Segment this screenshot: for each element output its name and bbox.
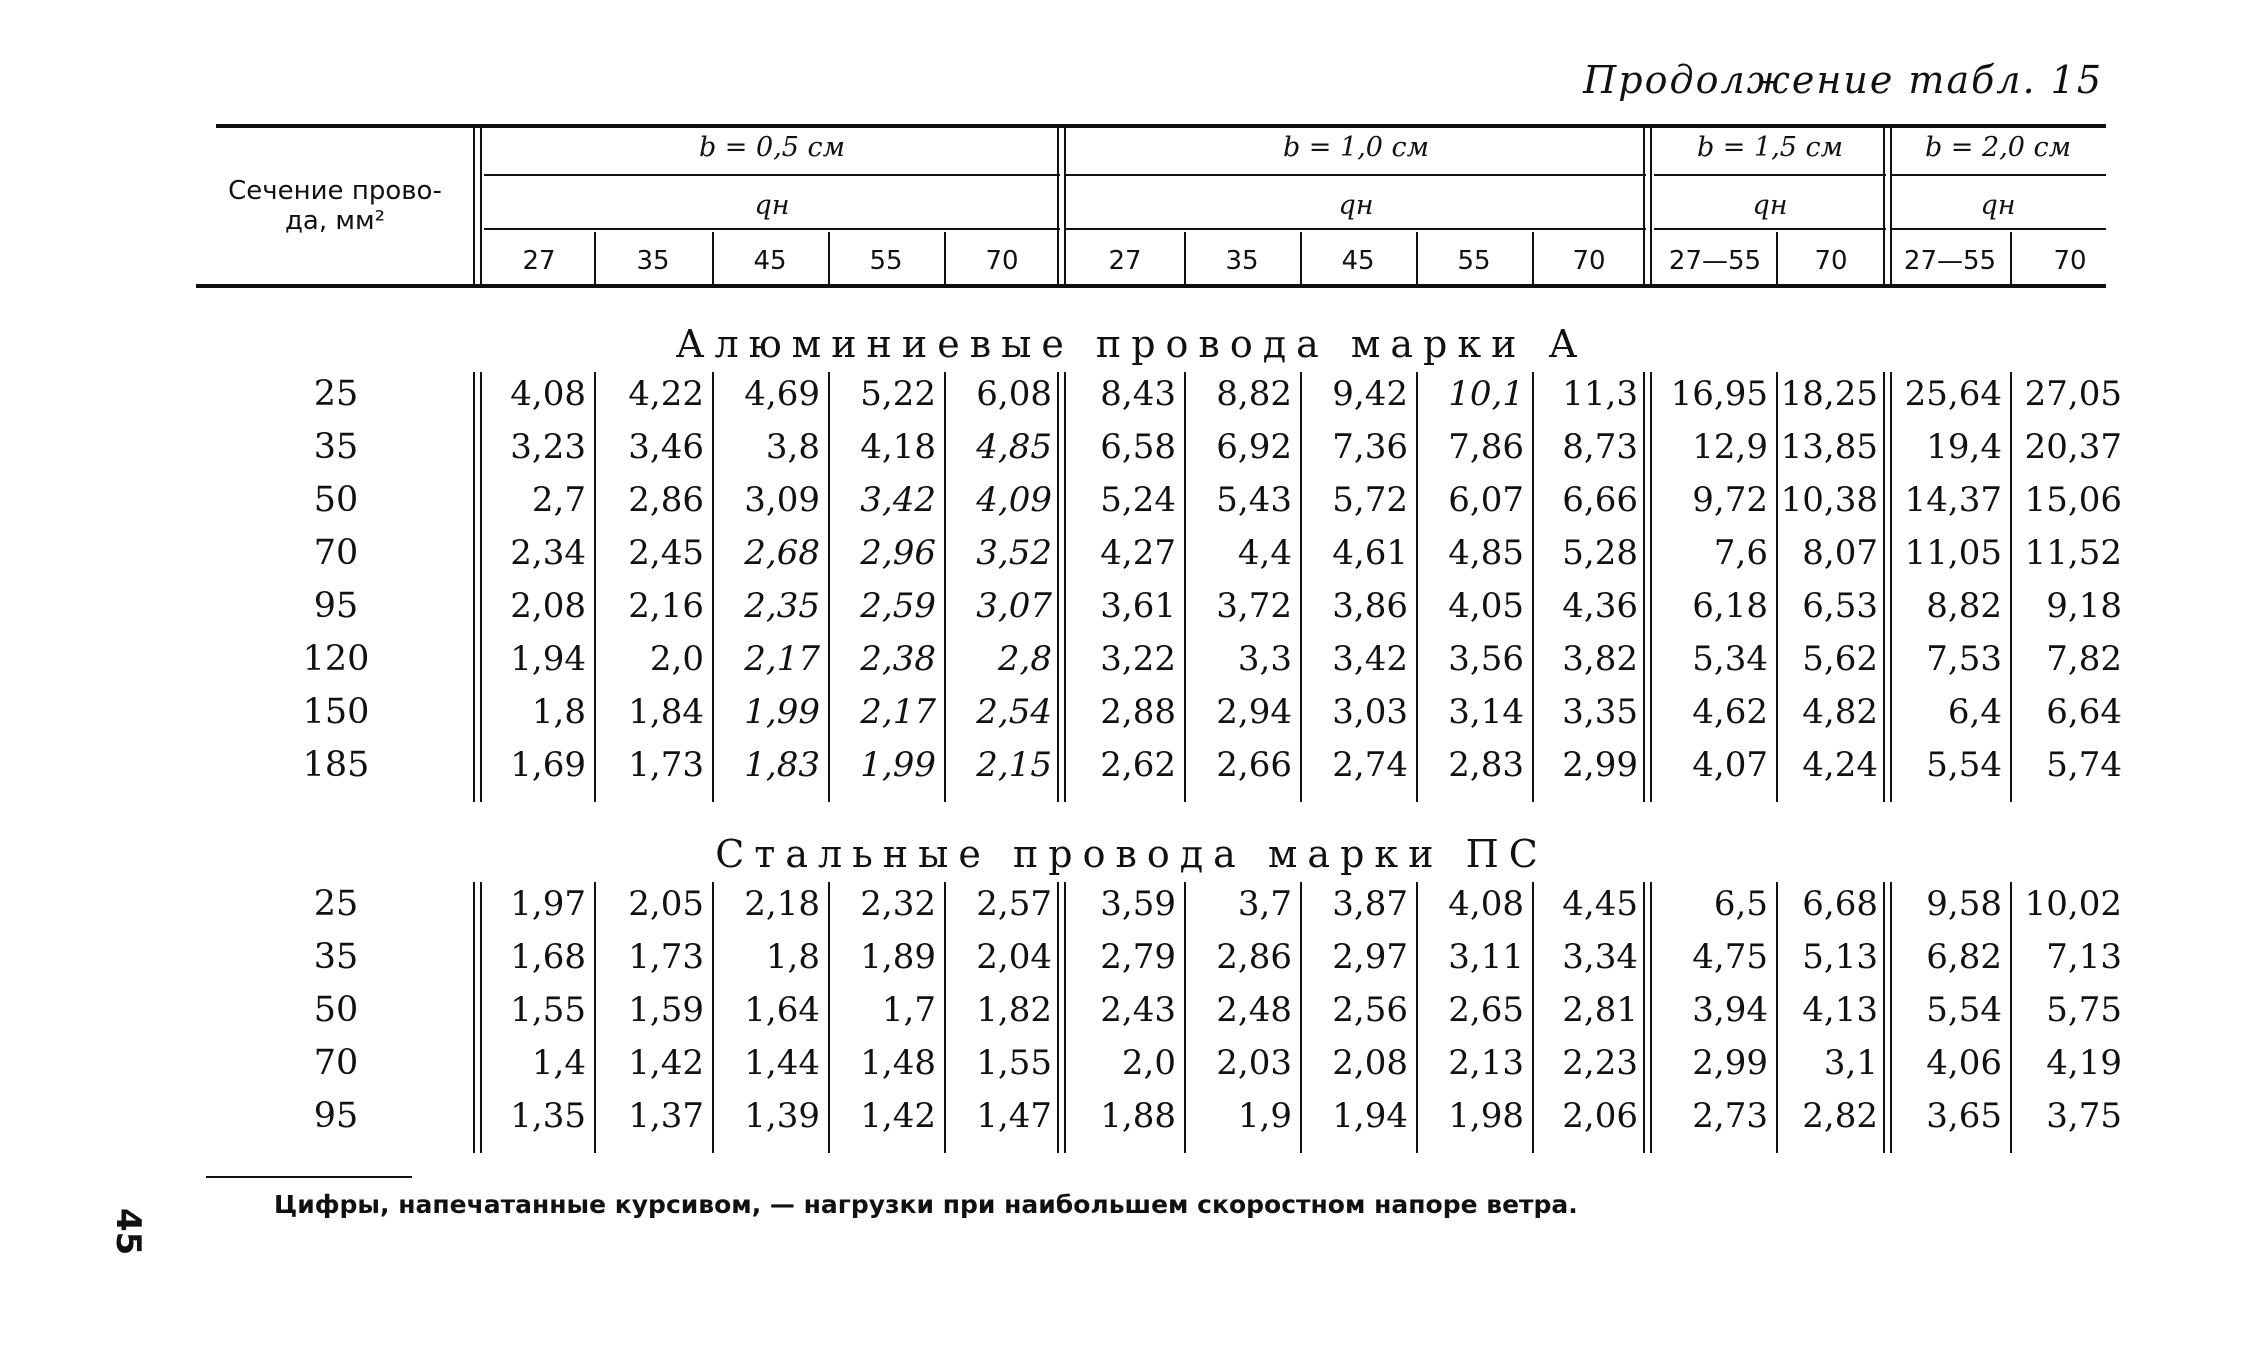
table-cell: 3,35 xyxy=(1562,692,1638,732)
table-cell: 6,5 xyxy=(1713,884,1768,924)
table-cell: 15,06 xyxy=(2024,480,2122,520)
column-header: 70 xyxy=(1814,246,1848,276)
column-header: 55 xyxy=(869,246,903,276)
body-double-rule xyxy=(1057,882,1059,1153)
table-cell: 1,69 xyxy=(510,745,586,785)
table-cell: 5,43 xyxy=(1216,480,1292,520)
column-header: 70 xyxy=(2053,246,2087,276)
row-header: Сечение прово-да, мм² xyxy=(228,176,442,236)
table-cell: 3,86 xyxy=(1332,586,1408,626)
table-cell: 2,62 xyxy=(1100,745,1176,785)
table-cell: 1,99 xyxy=(744,692,820,732)
table-cell: 8,07 xyxy=(1802,533,1878,573)
table-cell: 4,06 xyxy=(1926,1043,2002,1083)
column-header: 70 xyxy=(1572,246,1606,276)
group-label: b = 2,0 см xyxy=(1924,132,2072,163)
table-cell: 6,18 xyxy=(1692,586,1768,626)
table-cell: 2,0 xyxy=(649,639,704,679)
table-cell: 6,82 xyxy=(1926,937,2002,977)
body-double-rule xyxy=(1650,372,1652,802)
table-cell: 4,27 xyxy=(1100,533,1176,573)
table-cell: 5,72 xyxy=(1332,480,1408,520)
column-header: 35 xyxy=(636,246,670,276)
header-column-rule xyxy=(1532,232,1534,284)
header-double-rule xyxy=(480,128,482,284)
table-cell: 1,8 xyxy=(531,692,586,732)
header-double-rule xyxy=(1057,128,1059,284)
table-cell: 2,13 xyxy=(1448,1043,1524,1083)
table-cell: 4,22 xyxy=(628,374,704,414)
table-cell: 6,66 xyxy=(1562,480,1638,520)
table-cell: 2,17 xyxy=(860,692,936,732)
group-rule-2 xyxy=(1890,228,2106,230)
table-cell: 1,73 xyxy=(628,745,704,785)
header-bottom-rule xyxy=(196,284,2106,288)
table-cell: 1,84 xyxy=(628,692,704,732)
footnote-rule xyxy=(206,1176,412,1178)
column-header: 27 xyxy=(1108,246,1142,276)
column-header: 27 xyxy=(522,246,556,276)
table-cell: 2,88 xyxy=(1100,692,1176,732)
table-cell: 3,46 xyxy=(628,427,704,467)
table-cell: 3,94 xyxy=(1692,990,1768,1030)
table-cell: 1,37 xyxy=(628,1096,704,1136)
header-column-rule xyxy=(1416,232,1418,284)
table-cell: 2,06 xyxy=(1562,1096,1638,1136)
table-cell: 1,44 xyxy=(744,1043,820,1083)
header-double-rule xyxy=(1883,128,1885,284)
group-rule xyxy=(1890,174,2106,176)
table-cell: 7,13 xyxy=(2046,937,2122,977)
table-cell: 7,86 xyxy=(1448,427,1524,467)
table-cell: 2,35 xyxy=(744,586,820,626)
group-sub-label: qн xyxy=(1338,190,1374,221)
table-cell: 13,85 xyxy=(1780,427,1878,467)
table-cell: 11,05 xyxy=(1904,533,2002,573)
table-cell: 2,81 xyxy=(1562,990,1638,1030)
table-cell: 3,03 xyxy=(1332,692,1408,732)
column-header: 45 xyxy=(753,246,787,276)
table-cell: 2,16 xyxy=(628,586,704,626)
table-cell: 2,04 xyxy=(976,937,1052,977)
group-label: b = 1,0 см xyxy=(1282,132,1430,163)
table-cell: 3,42 xyxy=(1332,639,1408,679)
table-cell: 14,37 xyxy=(1904,480,2002,520)
column-header: 27—55 xyxy=(1903,246,1997,276)
table-cell: 4,82 xyxy=(1802,692,1878,732)
table-cell: 1,48 xyxy=(860,1043,936,1083)
table-cell: 4,09 xyxy=(976,480,1052,520)
table-cell: 2,96 xyxy=(860,533,936,573)
table-cell: 2,73 xyxy=(1692,1096,1768,1136)
table-cell: 2,66 xyxy=(1216,745,1292,785)
table-cell: 2,17 xyxy=(744,639,820,679)
table-cell: 5,54 xyxy=(1926,745,2002,785)
section-title: Алюминиевые провода марки А xyxy=(675,322,1588,366)
group-rule-2 xyxy=(484,228,1060,230)
table-cell: 4,4 xyxy=(1237,533,1292,573)
table-cell: 6,07 xyxy=(1448,480,1524,520)
table-cell: 5,75 xyxy=(2046,990,2122,1030)
body-double-rule xyxy=(1643,882,1645,1153)
table-cell: 3,87 xyxy=(1332,884,1408,924)
header-double-rule xyxy=(1643,128,1645,284)
table-cell: 1,99 xyxy=(860,745,936,785)
table-cell: 4,61 xyxy=(1332,533,1408,573)
table-cell: 7,53 xyxy=(1926,639,2002,679)
table-cell: 8,82 xyxy=(1216,374,1292,414)
table-cell: 2,97 xyxy=(1332,937,1408,977)
table-cell: 8,73 xyxy=(1562,427,1638,467)
table-cell: 2,38 xyxy=(860,639,936,679)
table-cell: 2,86 xyxy=(1216,937,1292,977)
table-cell: 2,86 xyxy=(628,480,704,520)
group-rule-2 xyxy=(1066,228,1646,230)
table-cell: 1,83 xyxy=(744,745,820,785)
table-cell: 4,08 xyxy=(510,374,586,414)
table-cell: 4,62 xyxy=(1692,692,1768,732)
table-cell: 1,68 xyxy=(510,937,586,977)
row-label: 70 xyxy=(313,533,359,573)
header-double-rule xyxy=(1064,128,1066,284)
header-double-rule xyxy=(1890,128,1892,284)
table-cell: 8,82 xyxy=(1926,586,2002,626)
table-cell: 2,05 xyxy=(628,884,704,924)
table-cell: 1,47 xyxy=(976,1096,1052,1136)
table-cell: 3,56 xyxy=(1448,639,1524,679)
group-sub-label: qн xyxy=(1752,190,1788,221)
table-cell: 10,1 xyxy=(1448,374,1524,414)
table-cell: 1,9 xyxy=(1237,1096,1292,1136)
table-cell: 2,57 xyxy=(976,884,1052,924)
table-cell: 9,18 xyxy=(2046,586,2122,626)
table-cell: 4,08 xyxy=(1448,884,1524,924)
table-cell: 4,07 xyxy=(1692,745,1768,785)
table-cell: 2,03 xyxy=(1216,1043,1292,1083)
group-rule xyxy=(1654,174,1886,176)
group-label: b = 0,5 см xyxy=(698,132,846,163)
header-column-rule xyxy=(1300,232,1302,284)
table-cell: 3,52 xyxy=(976,533,1052,573)
row-label: 95 xyxy=(313,1096,359,1136)
table-cell: 3,11 xyxy=(1448,937,1524,977)
table-cell: 7,6 xyxy=(1713,533,1768,573)
table-cell: 2,68 xyxy=(744,533,820,573)
table-cell: 5,22 xyxy=(860,374,936,414)
table-cell: 1,55 xyxy=(510,990,586,1030)
table-cell: 3,59 xyxy=(1100,884,1176,924)
row-label: 50 xyxy=(313,990,359,1030)
table-cell: 10,02 xyxy=(2024,884,2122,924)
table-cell: 10,38 xyxy=(1780,480,1878,520)
table-cell: 2,23 xyxy=(1562,1043,1638,1083)
table-cell: 3,14 xyxy=(1448,692,1524,732)
table-cell: 1,39 xyxy=(744,1096,820,1136)
table-cell: 2,18 xyxy=(744,884,820,924)
table-cell: 2,7 xyxy=(531,480,586,520)
table-cell: 1,98 xyxy=(1448,1096,1524,1136)
table-cell: 7,82 xyxy=(2046,639,2122,679)
row-label: 150 xyxy=(302,692,370,732)
table-cell: 1,94 xyxy=(510,639,586,679)
table-cell: 2,32 xyxy=(860,884,936,924)
table-cell: 3,23 xyxy=(510,427,586,467)
body-double-rule xyxy=(1643,372,1645,802)
body-double-rule xyxy=(480,882,482,1153)
table-cell: 1,97 xyxy=(510,884,586,924)
table-caption: Продолжение табл. 15 xyxy=(1583,58,2103,102)
table-cell: 9,58 xyxy=(1926,884,2002,924)
table-cell: 3,34 xyxy=(1562,937,1638,977)
row-label: 70 xyxy=(313,1043,359,1083)
table-cell: 2,54 xyxy=(976,692,1052,732)
table-cell: 5,13 xyxy=(1802,937,1878,977)
group-sub-label: qн xyxy=(754,190,790,221)
table-cell: 5,34 xyxy=(1692,639,1768,679)
table-cell: 1,8 xyxy=(765,937,820,977)
table-cell: 2,74 xyxy=(1332,745,1408,785)
header-column-rule xyxy=(594,232,596,284)
row-label: 50 xyxy=(313,480,359,520)
table-cell: 16,95 xyxy=(1670,374,1768,414)
table-cell: 4,69 xyxy=(744,374,820,414)
table-cell: 1,88 xyxy=(1100,1096,1176,1136)
table-cell: 4,75 xyxy=(1692,937,1768,977)
table-cell: 2,43 xyxy=(1100,990,1176,1030)
table-cell: 1,64 xyxy=(744,990,820,1030)
table-cell: 2,08 xyxy=(510,586,586,626)
table-cell: 2,8 xyxy=(997,639,1052,679)
group-label: b = 1,5 см xyxy=(1696,132,1844,163)
table-cell: 1,4 xyxy=(531,1043,586,1083)
table-cell: 25,64 xyxy=(1904,374,2002,414)
body-double-rule xyxy=(473,882,475,1153)
table-cell: 3,65 xyxy=(1926,1096,2002,1136)
header-column-rule xyxy=(944,232,946,284)
table-cell: 4,18 xyxy=(860,427,936,467)
row-label: 35 xyxy=(313,427,359,467)
table-cell: 5,62 xyxy=(1802,639,1878,679)
table-cell: 2,56 xyxy=(1332,990,1408,1030)
table-cell: 3,8 xyxy=(765,427,820,467)
header-double-rule xyxy=(473,128,475,284)
group-rule xyxy=(484,174,1060,176)
row-label: 120 xyxy=(302,639,370,679)
table-cell: 11,3 xyxy=(1562,374,1638,414)
table-cell: 4,45 xyxy=(1562,884,1638,924)
table-cell: 9,72 xyxy=(1692,480,1768,520)
table-cell: 2,94 xyxy=(1216,692,1292,732)
table-cell: 4,36 xyxy=(1562,586,1638,626)
table-cell: 2,79 xyxy=(1100,937,1176,977)
table-cell: 27,05 xyxy=(2024,374,2122,414)
table-cell: 4,19 xyxy=(2046,1043,2122,1083)
table-cell: 3,7 xyxy=(1237,884,1292,924)
table-cell: 1,59 xyxy=(628,990,704,1030)
row-label: 95 xyxy=(313,586,359,626)
row-label: 35 xyxy=(313,937,359,977)
body-double-rule xyxy=(480,372,482,802)
table-cell: 18,25 xyxy=(1780,374,1878,414)
table-cell: 4,05 xyxy=(1448,586,1524,626)
header-double-rule xyxy=(1650,128,1652,284)
table-cell: 2,48 xyxy=(1216,990,1292,1030)
table-cell: 4,85 xyxy=(1448,533,1524,573)
table-cell: 2,0 xyxy=(1121,1043,1176,1083)
table-cell: 2,59 xyxy=(860,586,936,626)
table-cell: 5,24 xyxy=(1100,480,1176,520)
page-number: 45 xyxy=(108,1208,148,1256)
table-cell: 1,73 xyxy=(628,937,704,977)
table-cell: 4,24 xyxy=(1802,745,1878,785)
header-top-rule xyxy=(216,124,2106,128)
column-header: 55 xyxy=(1457,246,1491,276)
table-cell: 1,89 xyxy=(860,937,936,977)
table-cell: 4,85 xyxy=(976,427,1052,467)
table-cell: 5,54 xyxy=(1926,990,2002,1030)
table-cell: 3,1 xyxy=(1823,1043,1878,1083)
table-cell: 19,4 xyxy=(1926,427,2002,467)
table-cell: 12,9 xyxy=(1692,427,1768,467)
table-cell: 6,58 xyxy=(1100,427,1176,467)
table-cell: 4,13 xyxy=(1802,990,1878,1030)
table-cell: 3,07 xyxy=(976,586,1052,626)
column-header: 27—55 xyxy=(1668,246,1762,276)
body-double-rule xyxy=(1883,882,1885,1153)
column-header: 45 xyxy=(1341,246,1375,276)
table-cell: 3,42 xyxy=(860,480,936,520)
group-rule-2 xyxy=(1654,228,1886,230)
group-sub-label: qн xyxy=(1980,190,2016,221)
table-cell: 3,75 xyxy=(2046,1096,2122,1136)
row-label: 185 xyxy=(302,745,370,785)
table-cell: 2,83 xyxy=(1448,745,1524,785)
section-title: Стальные провода марки ПС xyxy=(715,832,1548,876)
table-cell: 9,42 xyxy=(1332,374,1408,414)
column-header: 70 xyxy=(985,246,1019,276)
table-cell: 2,99 xyxy=(1562,745,1638,785)
table-cell: 2,45 xyxy=(628,533,704,573)
body-double-rule xyxy=(1650,882,1652,1153)
table-cell: 3,09 xyxy=(744,480,820,520)
table-cell: 3,3 xyxy=(1237,639,1292,679)
header-column-rule xyxy=(828,232,830,284)
footnote: Цифры, напечатанные курсивом, — нагрузки при наибольшем скоростном напоре ветра. xyxy=(274,1190,1578,1219)
table-cell: 2,15 xyxy=(976,745,1052,785)
table-cell: 2,65 xyxy=(1448,990,1524,1030)
group-rule xyxy=(1066,174,1646,176)
header-column-rule xyxy=(1776,232,1778,284)
row-label: 25 xyxy=(313,374,359,414)
table-cell: 1,7 xyxy=(881,990,936,1030)
header-column-rule xyxy=(1184,232,1186,284)
table-cell: 11,52 xyxy=(2024,533,2122,573)
table-cell: 6,68 xyxy=(1802,884,1878,924)
table-cell: 1,42 xyxy=(628,1043,704,1083)
header-column-rule xyxy=(2010,232,2012,284)
table-cell: 1,42 xyxy=(860,1096,936,1136)
table-cell: 2,08 xyxy=(1332,1043,1408,1083)
body-double-rule xyxy=(473,372,475,802)
table-cell: 5,74 xyxy=(2046,745,2122,785)
table-cell: 6,08 xyxy=(976,374,1052,414)
table-cell: 6,53 xyxy=(1802,586,1878,626)
body-double-rule xyxy=(1883,372,1885,802)
table-cell: 3,61 xyxy=(1100,586,1176,626)
table-cell: 3,72 xyxy=(1216,586,1292,626)
table-cell: 8,43 xyxy=(1100,374,1176,414)
table-cell: 3,22 xyxy=(1100,639,1176,679)
table-cell: 7,36 xyxy=(1332,427,1408,467)
table-cell: 1,94 xyxy=(1332,1096,1408,1136)
table-cell: 1,35 xyxy=(510,1096,586,1136)
table-cell: 6,64 xyxy=(2046,692,2122,732)
table-cell: 2,82 xyxy=(1802,1096,1878,1136)
table-cell: 6,4 xyxy=(1947,692,2002,732)
table-cell: 5,28 xyxy=(1562,533,1638,573)
table-cell: 20,37 xyxy=(2024,427,2122,467)
header-column-rule xyxy=(712,232,714,284)
column-header: 35 xyxy=(1225,246,1259,276)
row-label: 25 xyxy=(313,884,359,924)
table-cell: 1,82 xyxy=(976,990,1052,1030)
table-cell: 1,55 xyxy=(976,1043,1052,1083)
table-cell: 6,92 xyxy=(1216,427,1292,467)
body-double-rule xyxy=(1057,372,1059,802)
table-cell: 2,99 xyxy=(1692,1043,1768,1083)
table-cell: 3,82 xyxy=(1562,639,1638,679)
table-cell: 2,34 xyxy=(510,533,586,573)
